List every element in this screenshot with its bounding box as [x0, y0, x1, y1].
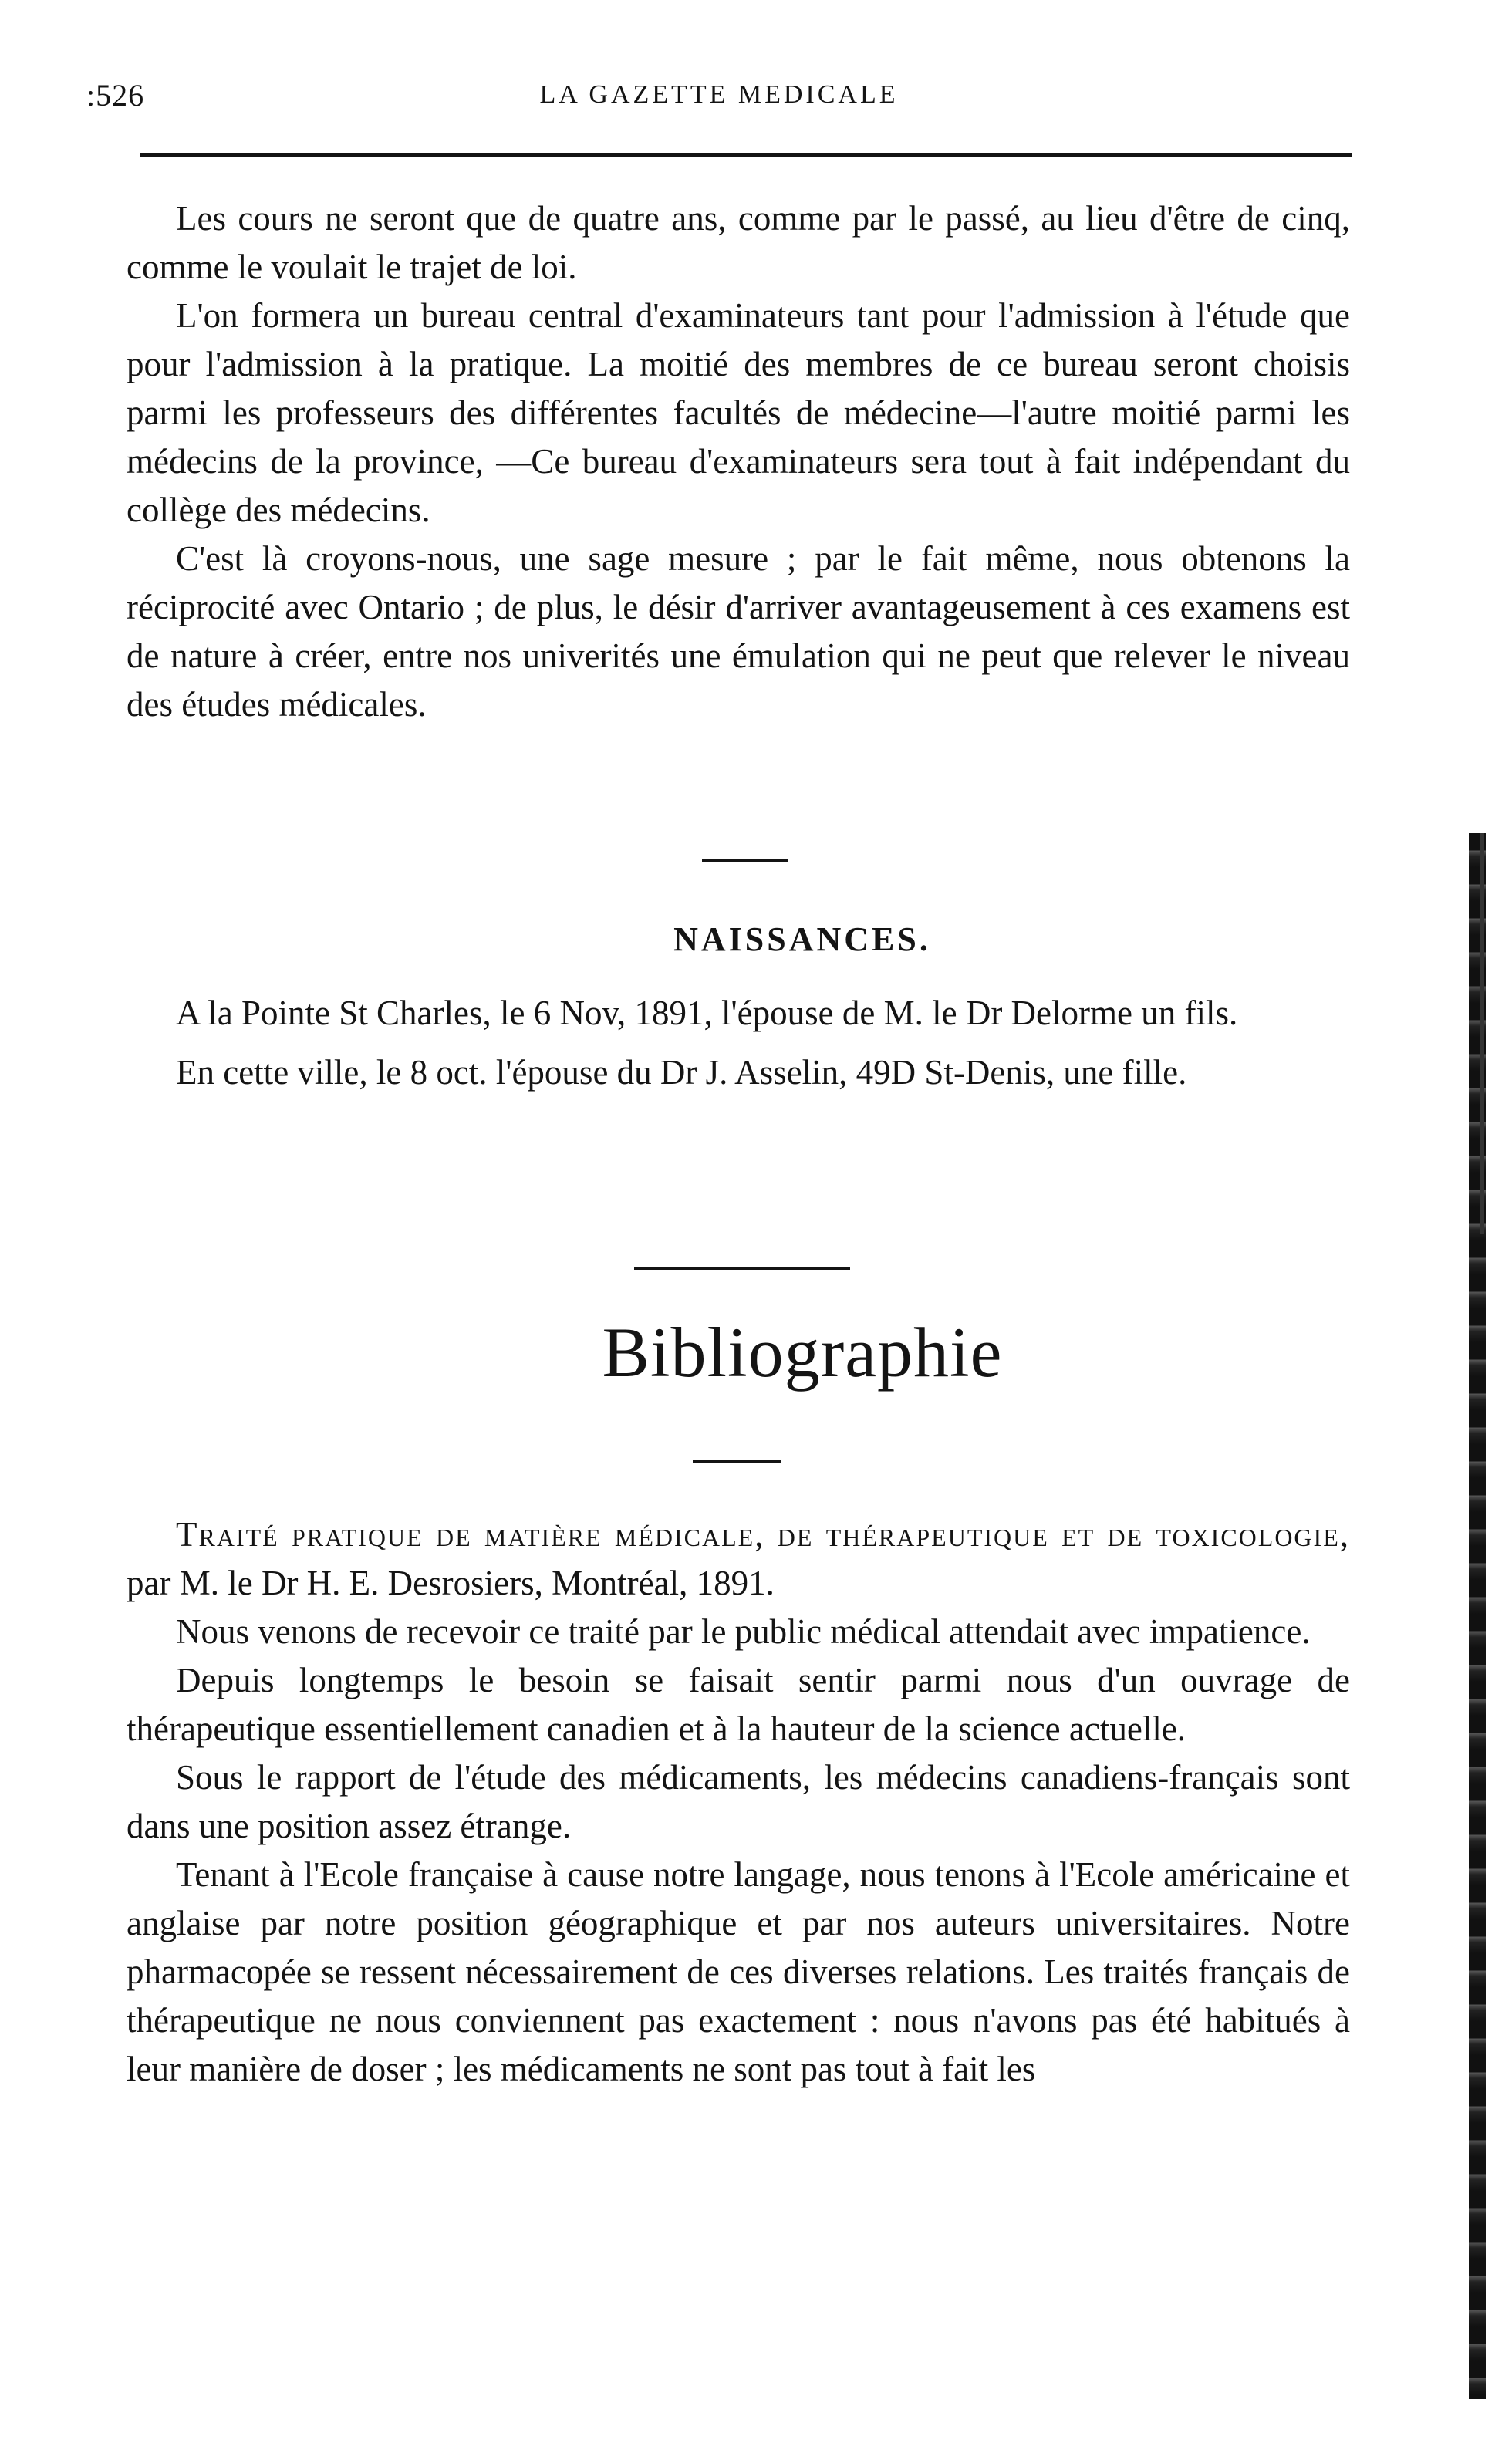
intro-paragraph: C'est là croyons-nous, une sage mesure ; par le fait même, nous obtenons la réciprocité avec Ontario ; de plus, le désir d'arriver avantageusement à ces examens est de nature à créer, entre nos univerités une émulation qui ne peut que relever le niveau des études médicales. — [127, 539, 1350, 724]
running-head: LA GAZETTE MEDICALE — [539, 80, 899, 109]
section-divider — [634, 1267, 850, 1270]
bibliographie-heading: Bibliographie — [602, 1313, 1003, 1392]
book-reference — [127, 1510, 1350, 1608]
page-number: :526 — [86, 78, 145, 113]
birth-entry: A la Pointe St Charles, le 6 Nov, 1891, l'épouse de M. le Dr Delorme un fils. — [176, 994, 1238, 1032]
header-rule — [140, 153, 1352, 157]
page-header — [86, 77, 1352, 123]
section-divider — [693, 1460, 781, 1463]
binding-edge-line — [1480, 833, 1484, 1234]
review-paragraph: Sous le rapport de l'étude des médicaments, les médecins canadiens-français sont dans une position assez étrange. — [127, 1758, 1350, 1845]
section-divider — [702, 859, 788, 862]
intro-section — [127, 194, 1350, 729]
birth-entry: En cette ville, le 8 oct. l'épouse du Dr J. Asselin, 49D St-Denis, une fille. — [176, 1053, 1187, 1092]
naissances-heading: NAISSANCES. — [673, 920, 931, 958]
review-paragraph: Depuis longtemps le besoin se faisait sentir parmi nous d'un ouvrage de thérapeutique essentiellement canadien et à la hauteur de la science actuelle. — [127, 1661, 1350, 1748]
review-paragraph: Nous venons de recevoir ce traité par le public médical attendait avec impatience. — [176, 1612, 1311, 1651]
intro-paragraph: L'on formera un bureau central d'examinateurs tant pour l'admission à l'étude que pour l'admission à la pratique. La moitié des membres de ce bureau seront choisis parmi les professeurs des différentes facultés de médecine—l'autre moitié parmi les médecins de la province, —Ce bureau d'examinateurs sera tout à fait indépendant du collège des médecins. — [127, 296, 1350, 529]
review-paragraph: Tenant à l'Ecole française à cause notre langage, nous tenons à l'Ecole américaine et anglaise par notre position géographique et par nos auteurs universitaires. Notre pharmacopée se ressent nécessairement de ces diverses relations. Les traités français de thérapeutique ne nous conviennent pas exactement : nous n'avons pas été habitués à leur manière de doser ; les médicaments ne sont pas tout à fait les — [127, 1855, 1350, 2088]
book-title: Traité pratique de matière médicale, de thérapeutique et de toxicologie, — [176, 1515, 1350, 1554]
intro-paragraph: Les cours ne seront que de quatre ans, comme par le passé, au lieu d'être de cinq, comme le voulait le trajet de loi. — [127, 199, 1350, 286]
naissances-section — [127, 989, 1350, 1108]
book-author: par M. le Dr H. E. Desrosiers, Montréal, 1891. — [127, 1564, 775, 1602]
bibliographie-section — [127, 1510, 1350, 2094]
